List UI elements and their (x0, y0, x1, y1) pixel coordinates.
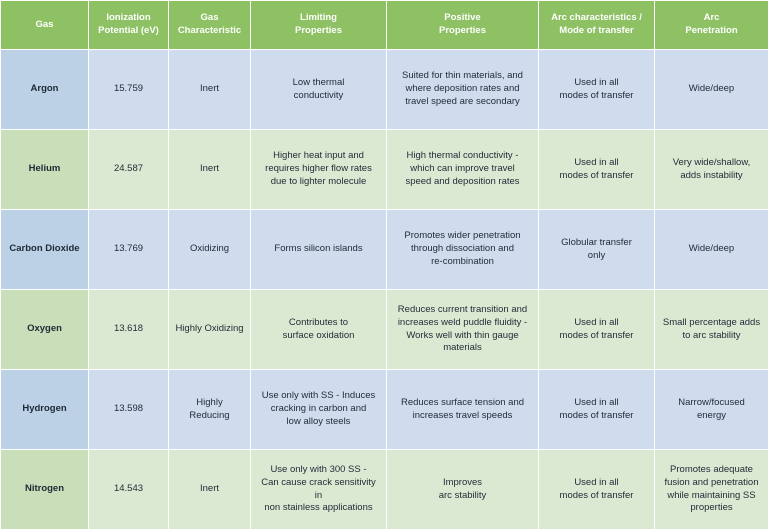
cell-ionization-potential: 13.769 (89, 210, 169, 290)
cell-positive-properties: Promotes wider penetration through dissociation and re-combination (387, 210, 539, 290)
cell-gas-characteristic: Highly Reducing (169, 370, 251, 450)
column-header-limiting-properties (251, 1, 387, 50)
column-header-line: Gas (36, 19, 54, 30)
cell-arc-characteristics: Used in all modes of transfer (539, 370, 655, 450)
cell-gas-name: Nitrogen (1, 450, 89, 530)
cell-arc-characteristics: Used in all modes of transfer (539, 450, 655, 530)
table-header-row (1, 1, 768, 50)
column-header-line: Positive (444, 12, 480, 23)
cell-arc-characteristics: Used in all modes of transfer (539, 50, 655, 130)
table-row (1, 370, 768, 450)
cell-arc-characteristics: Used in all modes of transfer (539, 290, 655, 370)
table-header (1, 1, 768, 50)
cell-gas-characteristic: Highly Oxidizing (169, 290, 251, 370)
column-header-line: Limiting (300, 12, 337, 23)
cell-ionization-potential: 13.598 (89, 370, 169, 450)
cell-positive-properties: Reduces current transition and increases weld puddle fluidity - Works well with thin gauge materials (387, 290, 539, 370)
table-row (1, 210, 768, 290)
cell-ionization-potential: 15.759 (89, 50, 169, 130)
cell-limiting-properties: Higher heat input and requires higher flow rates due to lighter molecule (251, 130, 387, 210)
cell-arc-characteristics: Globular transfer only (539, 210, 655, 290)
column-header-line: Properties (295, 25, 342, 36)
table-row (1, 130, 768, 210)
column-header-line: Properties (439, 25, 486, 36)
column-header-arc-characteristics (539, 1, 655, 50)
cell-arc-characteristics: Used in all modes of transfer (539, 130, 655, 210)
cell-arc-penetration: Wide/deep (655, 50, 768, 130)
column-header-line: Potential (eV) (98, 25, 159, 36)
cell-gas-name: Hydrogen (1, 370, 89, 450)
cell-gas-characteristic: Inert (169, 50, 251, 130)
column-header-line: Penetration (685, 25, 737, 36)
column-header-positive-properties (387, 1, 539, 50)
cell-limiting-properties: Forms silicon islands (251, 210, 387, 290)
table-body (1, 50, 768, 530)
column-header-ionization-potential (89, 1, 169, 50)
column-header-gas (1, 1, 89, 50)
cell-positive-properties: Improves arc stability (387, 450, 539, 530)
table-row (1, 50, 768, 130)
cell-gas-name: Argon (1, 50, 89, 130)
table-row (1, 450, 768, 530)
cell-gas-name: Oxygen (1, 290, 89, 370)
cell-limiting-properties: Use only with 300 SS - Can cause crack sensitivity in non stainless applications (251, 450, 387, 530)
cell-positive-properties: Reduces surface tension and increases travel speeds (387, 370, 539, 450)
column-header-line: Characteristic (178, 25, 241, 36)
column-header-line: Arc (704, 12, 720, 23)
cell-positive-properties: High thermal conductivity - which can improve travel speed and deposition rates (387, 130, 539, 210)
cell-positive-properties: Suited for thin materials, and where deposition rates and travel speed are secondary (387, 50, 539, 130)
cell-arc-penetration: Promotes adequate fusion and penetration while maintaining SS properties (655, 450, 768, 530)
column-header-arc-penetration (655, 1, 768, 50)
cell-gas-characteristic: Inert (169, 450, 251, 530)
cell-limiting-properties: Contributes to surface oxidation (251, 290, 387, 370)
column-header-line: Ionization (106, 12, 150, 23)
cell-gas-characteristic: Inert (169, 130, 251, 210)
cell-limiting-properties: Use only with SS - Induces cracking in carbon and low alloy steels (251, 370, 387, 450)
cell-arc-penetration: Very wide/shallow, adds instability (655, 130, 768, 210)
cell-gas-name: Helium (1, 130, 89, 210)
cell-ionization-potential: 14.543 (89, 450, 169, 530)
cell-ionization-potential: 13.618 (89, 290, 169, 370)
table-row (1, 290, 768, 370)
cell-arc-penetration: Small percentage adds to arc stability (655, 290, 768, 370)
column-header-line: Mode of transfer (559, 25, 633, 36)
column-header-line: Arc characteristics / (551, 12, 642, 23)
cell-gas-characteristic: Oxidizing (169, 210, 251, 290)
cell-ionization-potential: 24.587 (89, 130, 169, 210)
cell-arc-penetration: Narrow/focused energy (655, 370, 768, 450)
cell-gas-name: Carbon Dioxide (1, 210, 89, 290)
column-header-line: Gas (201, 12, 219, 23)
cell-arc-penetration: Wide/deep (655, 210, 768, 290)
cell-limiting-properties: Low thermal conductivity (251, 50, 387, 130)
column-header-gas-characteristic (169, 1, 251, 50)
